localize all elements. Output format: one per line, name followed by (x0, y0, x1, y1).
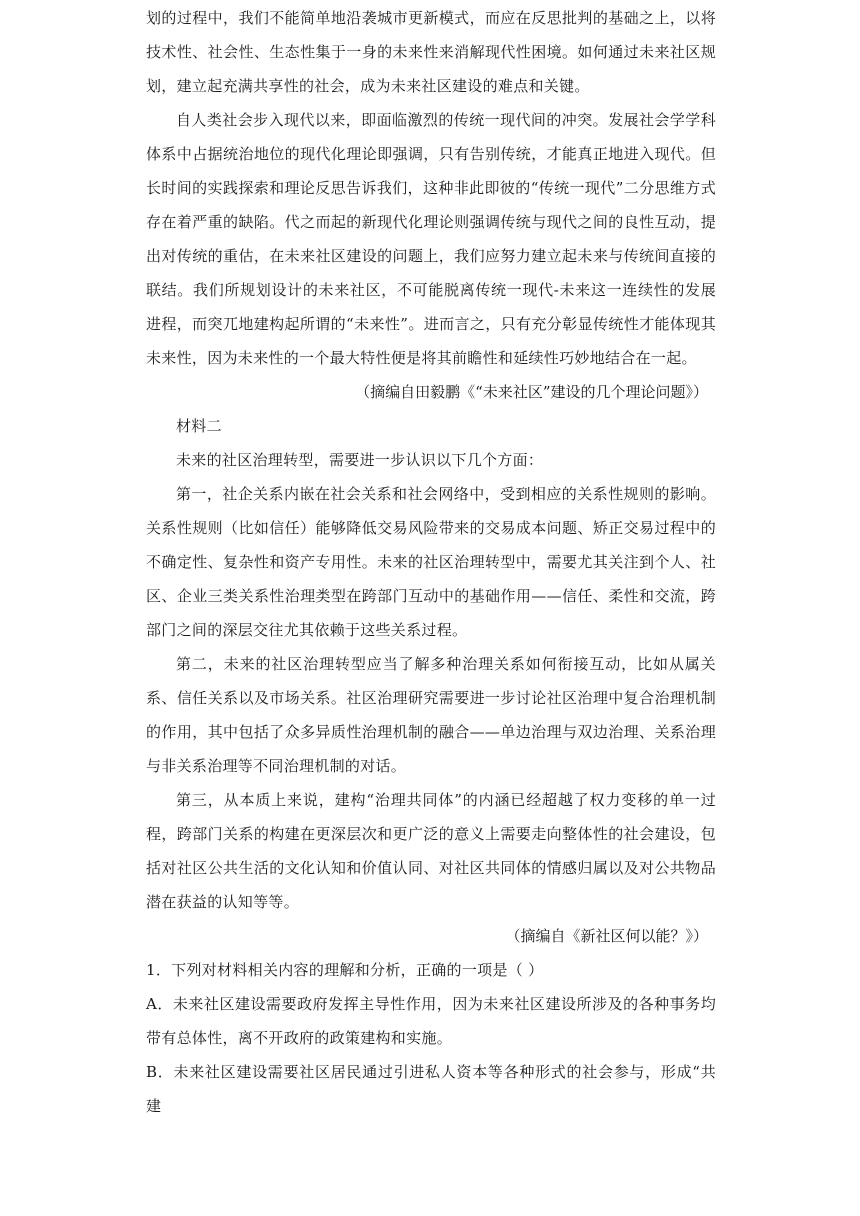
body-paragraph: 划的过程中，我们不能简单地沿袭城市更新模式，而应在反思批判的基础之上，以将技术性、社会性、生态性集于一身的未来性来消解现代性困境。如何通过未来社区规划，建立起充满共享性的社会，成为未来社区建设的难点和关键。 (146, 9, 716, 95)
answer-option-a: A．未来社区建设需要政府发挥主导性作用，因为未来社区建设所涉及的各种事务均带有总体性，离不开政府的政策建构和实施。 (146, 995, 716, 1047)
body-paragraph: 自人类社会步入现代以来，即面临激烈的传统一现代间的冲突。发展社会学学科体系中占据统治地位的现代化理论即强调，只有告别传统，才能真正地进入现代。但长时间的实践探索和理论反思告诉我们，这种非此即彼的“传统一现代”二分思维方式存在着严重的缺陷。代之而起的新现代化理论则强调传统与现代之间的良性互动，提出对传统的重估，在未来社区建设的问题上，我们应努力建立起未来与传统间直接的联结。我们所规划设计的未来社区，不可能脱离传统一现代-未来这一连续性的发展进程，而突兀地建构起所谓的“未来性”。进而言之，只有充分彰显传统性才能体现其未来性，因为未来性的一个最大特性便是将其前瞻性和延续性巧妙地结合在一起。 (146, 111, 716, 367)
source-citation: （摘编自《新社区何以能？》） (505, 927, 708, 945)
document-page (146, 0, 716, 1123)
body-paragraph: 第三，从本质上来说，建构“治理共同体”的内涵已经超越了权力变移的单一过程，跨部门关系的构建在更深层次和更广泛的意义上需要走向整体性的社会建设，包括对社区公共生活的文化认知和价值认同、对社区共同体的情感归属以及对公共物品潜在获益的认知等等。 (146, 791, 716, 911)
question-stem: 1．下列对材料相关内容的理解和分析，正确的一项是（ ） (146, 961, 544, 979)
body-paragraph: 未来的社区治理转型，需要进一步认识以下几个方面： (176, 451, 544, 469)
body-paragraph: 第一，社企关系内嵌在社会关系和社会网络中，受到相应的关系性规则的影响。关系性规则（比如信任）能够降低交易风险带来的交易成本问题、矫正交易过程中的不确定性、复杂性和资产专用性。未来的社区治理转型中，需要尤其关注到个人、社区、企业三类关系性治理类型在跨部门互动中的基础作用——信任、柔性和交流，跨部门之间的深层交往尤其依赖于这些关系过程。 (146, 485, 716, 639)
source-citation: （摘编自田毅鹏《“未来社区”建设的几个理论问题》） (355, 383, 708, 401)
body-paragraph: 第二，未来的社区治理转型应当了解多种治理关系如何衔接互动，比如从属关系、信任关系以及市场关系。社区治理研究需要进一步讨论社区治理中复合治理机制的作用，其中包括了众多异质性治理机制的融合——单边治理与双边治理、关系治理与非关系治理等不同治理机制的对话。 (146, 655, 716, 775)
material-heading: 材料二 (176, 417, 222, 435)
answer-option-b: B．未来社区建设需要社区居民通过引进私人资本等各种形式的社会参与，形成“共建 (146, 1063, 716, 1115)
